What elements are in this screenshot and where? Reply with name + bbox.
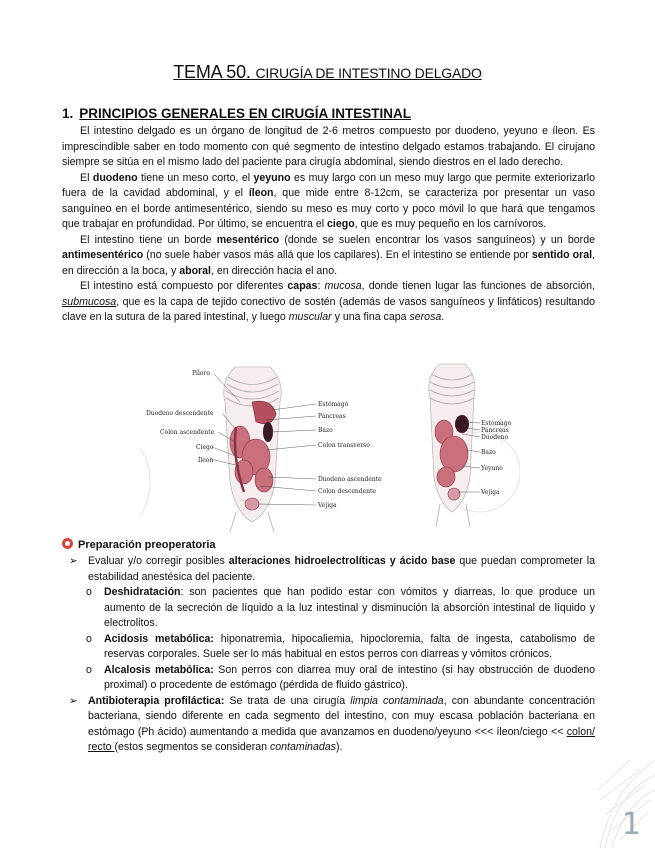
arrow-bullet-icon: ➢ xyxy=(69,555,78,567)
intestine-anatomy-figure xyxy=(140,362,520,532)
label-ileon: Íleon xyxy=(198,457,214,464)
label-colon-ascendente: Colon ascendente xyxy=(160,429,215,436)
arrow-bullet-icon: ➢ xyxy=(69,694,78,707)
page-title: TEMA 50. CIRUGÍA DE INTESTINO DELGADO xyxy=(173,62,482,82)
label2-pancreas: Páncreas xyxy=(481,427,509,434)
label2-yeyuno: Yeyuno xyxy=(481,465,503,472)
list-item: ➢ Evaluar y/o corregir posibles alteraciones hidroelectrolíticas y ácido base que puedan comprometer la estabilidad anestésica del paciente. xyxy=(69,555,595,583)
paragraph-4: El intestino está compuesto por diferentes capas: mucosa, donde tienen lugar las funciones de absorción, submucosa, que es la capa de tejido conectivo de sostén (además de vasos sanguíneos y linfáticos) resultando clave en la sutura de la pared intestinal, y luego muscular y una fina capa serosa. xyxy=(62,280,596,323)
label2-bazo: Bazo xyxy=(481,449,496,456)
label2-vejiga: Vejiga xyxy=(481,489,500,496)
label-colon-descendente: Colon descendente xyxy=(318,488,376,495)
list-item: o Acidosis metabólica: hiponatremia, hipocaliemia, hipocloremia, falta de ingesta, catabolismo de reservas corporales. Suele ser lo más habitual en estos perros con diarreas y vómitos crónicos. xyxy=(86,632,596,660)
page-number: 1 xyxy=(621,807,641,842)
circle-bullet-icon: o xyxy=(86,586,92,598)
label-ciego: Ciego xyxy=(196,444,214,451)
list-item: ➢ Antibioterapia profiláctica: Se trata de una cirugía limpia contaminada, con abundante concentración bacteriana, siendo diferente en cada segmento del intestino, con muy escasa población bacteriana en estómago (Ph ácido) aumentando a medida que avanzamos en duodeno/yeyuno <<< íleon/ciego << colon/ recto (estos segmentos se consideran contaminadas). xyxy=(69,694,595,753)
label-duodeno-ascendente: Duodeno ascendente xyxy=(318,476,382,483)
label2-duodeno: Duodeno xyxy=(481,434,509,441)
circle-bullet-icon: o xyxy=(86,663,92,676)
preop-list xyxy=(62,554,595,756)
paragraph-2: El duodeno tiene un meso corto, el yeyuno es muy largo con un meso muy largo que permite exteriorizarlo fuera de la cavidad abdominal, y el íleon, que mide entre 8-12cm, se caracteriza por presentar un vaso sanguíneo en el borde antimesentérico, siendo su meso es muy corto y poco móvil lo que hará que tengamos que trabajar en profundidad. Por último, se encuentra el ciego, que es muy pequeño en los carnívoros. xyxy=(62,171,595,230)
figure-labels-right xyxy=(480,420,512,496)
circle-bullet-icon: o xyxy=(86,632,92,645)
section1-body xyxy=(62,124,595,326)
section-heading: 1. PRINCIPIOS GENERALES EN CIRUGÍA INTESTINAL xyxy=(62,106,412,121)
paragraph-3: El intestino tiene un borde mesentérico (donde se suelen encontrar los vasos sanguíneos) y un borde antimesentérico (no suele haber vasos más allá que los capilares). En el intestino se entiende por sentido oral, en dirección a la boca, y aboral, en dirección hacia el ano. xyxy=(62,233,595,277)
label-pancreas: Páncreas xyxy=(318,413,346,420)
label-estomago: Estómago xyxy=(318,401,349,408)
list-item: o Deshidratación: son pacientes que han podido estar con vómitos y diarreas, lo que produce un aumento de la secreción de líquido a la luz intestinal y disminución la absorción intestinal de líquido y electrolitos. xyxy=(86,586,595,629)
label-colon-transverso: Colon transverso xyxy=(318,442,370,449)
label-piloro: Píloro xyxy=(192,370,210,377)
label-duodeno-descendente: Duodeno descendente xyxy=(146,410,214,417)
subsection-heading: Preparación preoperatoria xyxy=(62,538,216,551)
label2-estomago: Estómago xyxy=(481,420,512,427)
paragraph-1: El intestino delgado es un órgano de longitud de 2-6 metros compuesto por duodeno, yeyuno e íleon. Es imprescindible saber en todo momento con qué segmento de intestino delgado estamos trabajando. El cirujano siempre se sitúa en el mismo lado del paciente para cirugía abdominal, siendo diestros en el lado derecho. xyxy=(62,125,595,168)
label-vejiga: Vejiga xyxy=(318,502,337,509)
bullet-icon xyxy=(62,538,73,549)
list-item: o Alcalosis metabólica: Son perros con diarrea muy oral de intestino (si hay obstrucción de duodeno proximal) o procedente de estómago (pérdida de fluido gástrico). xyxy=(86,663,595,691)
dog-abdomen-right xyxy=(429,364,475,527)
label-bazo: Bazo xyxy=(318,427,333,434)
